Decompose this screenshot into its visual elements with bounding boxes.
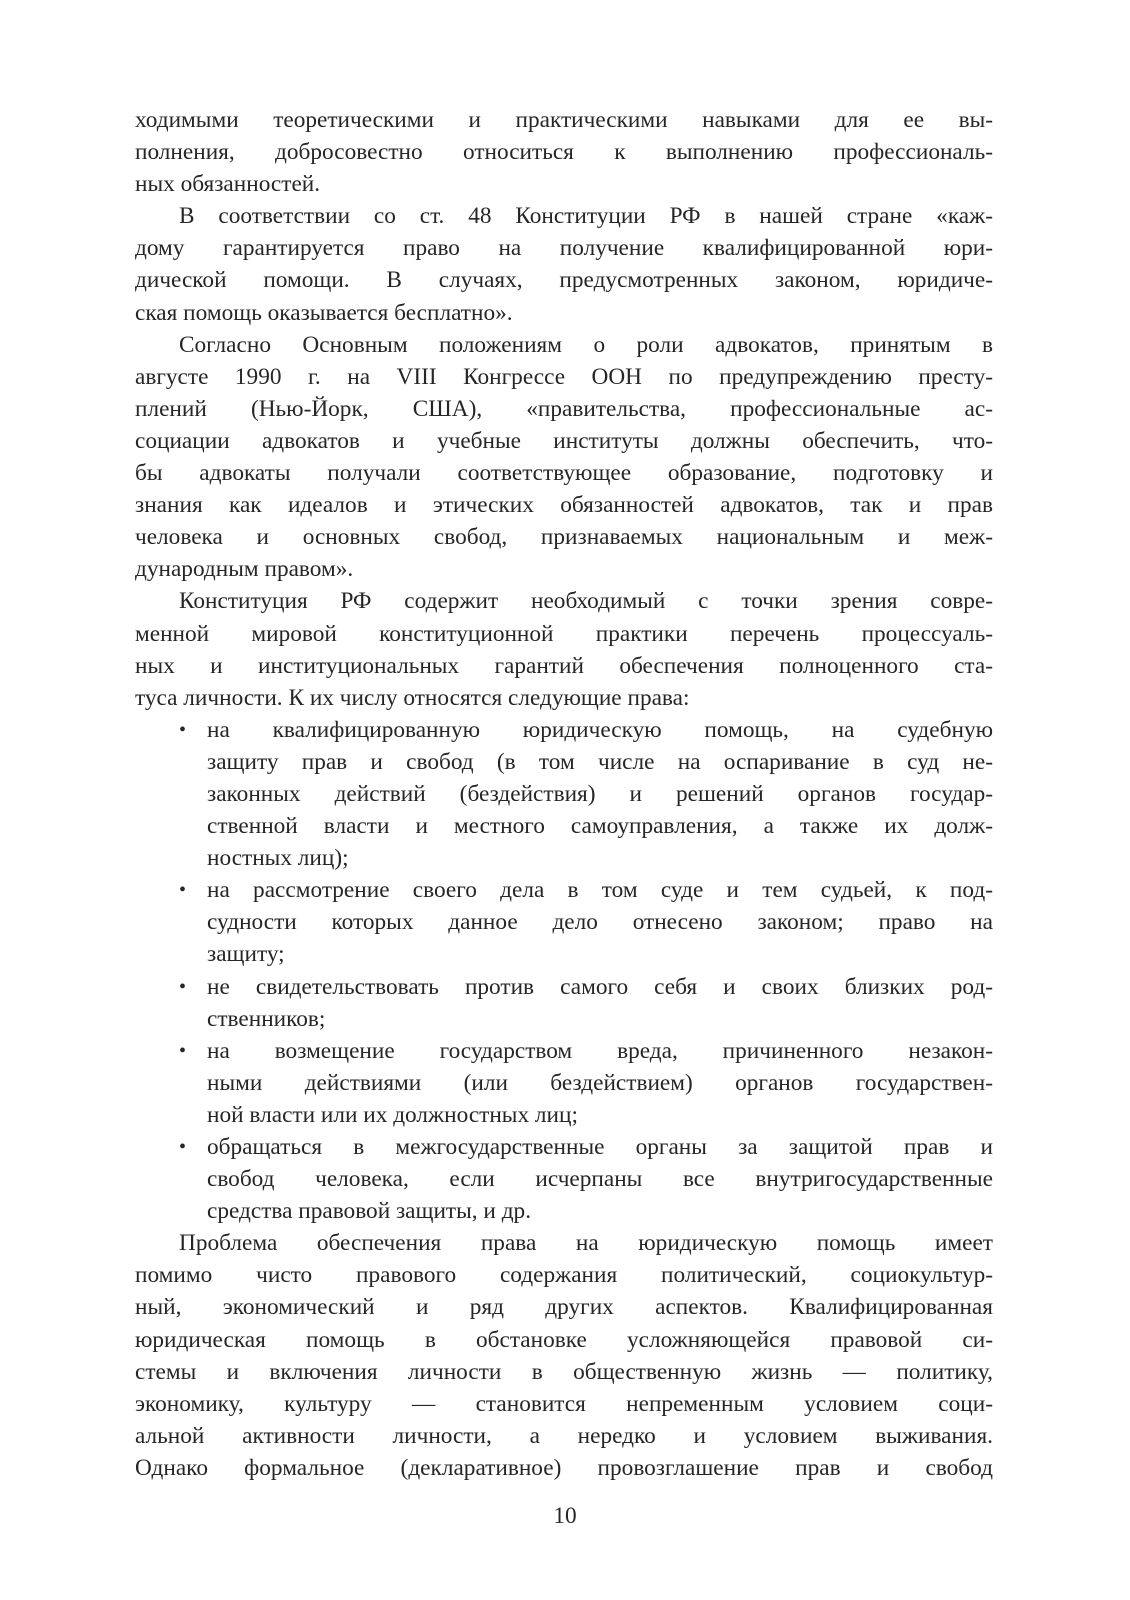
line	[135, 1388, 993, 1420]
text-line: обращаться в межгосударственные органы за защитой прав и	[207, 1134, 993, 1160]
text-line: юридическая помощь в обстановке усложняющейся правовой си-	[135, 1326, 993, 1353]
line	[135, 585, 993, 617]
page-body	[135, 104, 993, 1484]
text-line: на рассмотрение своего дела в том суде и тем судьей, к под-	[207, 877, 993, 904]
text-line: ственников;	[207, 1005, 326, 1032]
text-line: знания как идеалов и этических обязанностей адвокатов, так и прав	[135, 492, 993, 519]
text-line: полнения, добросовестно относиться к выполнению профессиональ-	[135, 139, 993, 166]
line	[135, 682, 993, 714]
bullet-item	[135, 1131, 993, 1227]
text-line: дому гарантируется право на получение квалифицированной юри-	[135, 235, 993, 262]
line	[135, 1259, 993, 1291]
line	[135, 329, 993, 361]
paragraph	[135, 200, 993, 328]
text-line: Конституция РФ содержит необходимый с точки зрения совре-	[179, 588, 993, 615]
text-line: ный, экономический и ряд других аспектов. Квалифицированная	[135, 1294, 993, 1321]
line	[135, 264, 993, 296]
text-line: экономику, культуру — становится непременным условием соци-	[135, 1390, 993, 1417]
line	[135, 168, 993, 200]
line	[135, 971, 993, 1003]
line	[135, 1035, 993, 1067]
bullet-icon: •	[179, 1039, 187, 1062]
text-line: Проблема обеспечения права на юридическую помощь имеет	[179, 1230, 993, 1257]
text-line: дической помощи. В случаях, предусмотренных законом, юридиче-	[135, 267, 993, 294]
line	[135, 1131, 993, 1163]
bullet-item	[135, 874, 993, 970]
line	[135, 1324, 993, 1356]
line	[135, 553, 993, 585]
line	[135, 457, 993, 489]
line	[135, 1356, 993, 1388]
line	[135, 906, 993, 938]
line	[135, 618, 993, 650]
bullet-icon: •	[179, 879, 187, 902]
bullet-icon: •	[179, 975, 187, 998]
line	[135, 1452, 993, 1484]
text-line: ной власти или их должностных лиц;	[207, 1101, 578, 1128]
text-line: В соответствии со ст. 48 Конституции РФ в нашей стране «каж-	[179, 203, 993, 230]
text-line: ходимыми теоретическими и практическими навыками для ее вы-	[135, 107, 993, 133]
line	[135, 232, 993, 264]
text-line: августе 1990 г. на VIII Конгрессе ООН по предупреждению престу-	[135, 363, 993, 390]
text-line: средства правовой защиты, и др.	[207, 1198, 532, 1225]
line	[135, 393, 993, 425]
line	[135, 104, 993, 136]
line	[135, 361, 993, 393]
page-number: 10	[553, 1503, 577, 1529]
text-line: плений (Нью-Йорк, США), «правительства, профессиональные ас-	[135, 395, 993, 422]
text-line: Однако формальное (декларативное) провозглашение прав и свобод	[135, 1454, 993, 1481]
text-line: бы адвокаты получали соответствующее образование, подготовку и	[135, 460, 993, 487]
paragraph	[135, 1227, 993, 1484]
text-line: законных действий (бездействия) и решений органов государ-	[207, 780, 993, 807]
line	[135, 1291, 993, 1323]
text-line: дународным правом».	[135, 556, 354, 583]
line	[135, 746, 993, 778]
text-line: ностных лиц);	[207, 845, 349, 872]
text-line: ных и институциональных гарантий обеспечения полноценного ста-	[135, 652, 993, 679]
text-line: социации адвокатов и учебные институты должны обеспечить, что-	[135, 427, 993, 454]
line	[135, 136, 993, 168]
line	[135, 1099, 993, 1131]
text-line: помимо чисто правового содержания политический, социокультур-	[135, 1262, 993, 1289]
line	[135, 521, 993, 553]
text-line: менной мировой конституционной практики перечень процессуаль-	[135, 620, 993, 647]
text-line: не свидетельствовать против самого себя и своих близких род-	[207, 973, 993, 1000]
line	[135, 1420, 993, 1452]
text-line: ская помощь оказывается бесплатно».	[135, 299, 513, 326]
bullet-item	[135, 714, 993, 874]
bullet-item	[135, 971, 993, 1035]
text-line: стемы и включения личности в общественную жизнь — политику,	[135, 1358, 993, 1385]
text-line: альной активности личности, а нередко и условием выживания.	[135, 1422, 993, 1449]
text-line: на квалифицированную юридическую помощь, на судебную	[207, 716, 993, 743]
line	[135, 810, 993, 842]
line	[135, 425, 993, 457]
text-line: защиту;	[207, 941, 285, 968]
text-line: на возмещение государством вреда, причиненного незакон-	[207, 1037, 993, 1064]
text-line: судности которых данное дело отнесено законом; право на	[207, 909, 993, 936]
line	[135, 1067, 993, 1099]
text-line: свобод человека, если исчерпаны все внутригосударственные	[207, 1166, 993, 1193]
paragraph	[135, 329, 993, 586]
text-line: туса личности. К их числу относятся следующие права:	[135, 684, 690, 711]
line	[135, 778, 993, 810]
line	[135, 938, 993, 970]
line	[135, 489, 993, 521]
line	[135, 714, 993, 746]
paragraph	[135, 585, 993, 713]
text-line: ственной власти и местного самоуправления, а также их долж-	[207, 813, 993, 840]
line	[135, 1195, 993, 1227]
text-line: Согласно Основным положениям о роли адвокатов, принятым в	[179, 331, 993, 358]
line	[135, 297, 993, 329]
line	[135, 650, 993, 682]
line	[135, 842, 993, 874]
line	[135, 200, 993, 232]
text-line: человека и основных свобод, признаваемых национальным и меж-	[135, 524, 993, 551]
line	[135, 1227, 993, 1259]
bullet-item	[135, 1035, 993, 1131]
line	[135, 1003, 993, 1035]
text-line: ными действиями (или бездействием) органов государствен-	[207, 1069, 993, 1096]
line	[135, 874, 993, 906]
line	[135, 1163, 993, 1195]
bullet-icon: •	[179, 1136, 187, 1158]
paragraph	[135, 104, 993, 200]
text-line: ных обязанностей.	[135, 171, 321, 198]
bullet-icon: •	[179, 718, 187, 741]
text-line: защиту прав и свобод (в том числе на оспаривание в суд не-	[207, 748, 993, 775]
